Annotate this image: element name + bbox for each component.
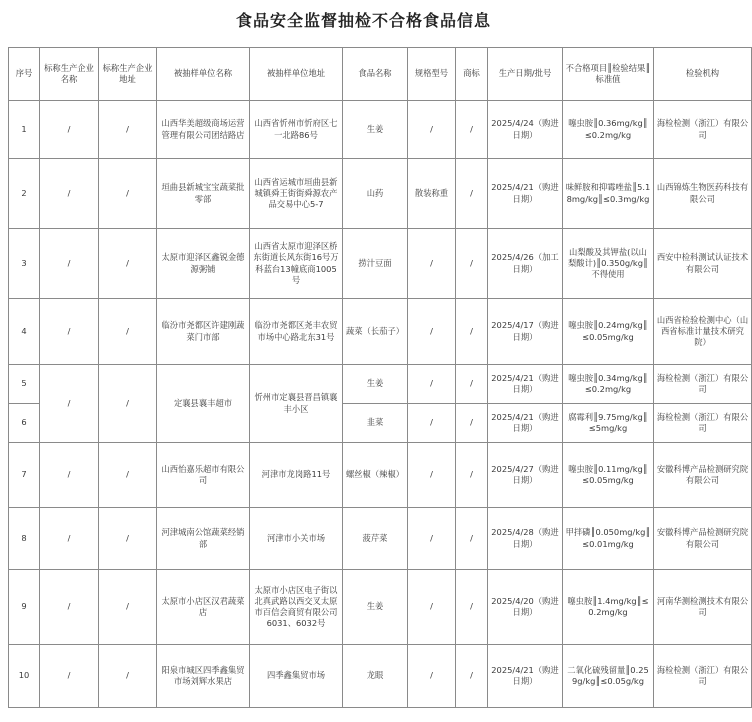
cell-lab: 西安中检科测试认证技术有限公司: [654, 229, 752, 299]
cell-date: 2025/4/21（购进日期）: [488, 404, 563, 443]
col-header: 标称生产企业名称: [40, 48, 99, 101]
cell-mfr-name: /: [40, 365, 99, 443]
cell-item: 二氧化硫残留量║0.259g/kg║≤0.05g/kg: [563, 645, 654, 708]
cell-unit-addr: 太原市小店区电子街以北真武路以西交叉太原市百信会商贸有限公司6031、6032号: [250, 570, 343, 645]
cell-unit-addr: 山西省忻州市忻府区七一北路86号: [250, 101, 343, 159]
table-row: [9, 645, 752, 708]
cell-date: 2025/4/21（购进日期）: [488, 645, 563, 708]
col-header: 检验机构: [654, 48, 752, 101]
cell-brand: /: [456, 508, 488, 570]
cell-unit-name: 山西怡嘉乐超市有限公司: [157, 443, 250, 508]
cell-unit-addr: 山西省运城市垣曲县新城镇舜王街街舜源农产品交易中心5-7: [250, 159, 343, 229]
table-row: [9, 159, 752, 229]
cell-brand: /: [456, 159, 488, 229]
cell-mfr-addr: /: [99, 101, 157, 159]
col-header: 食品名称: [343, 48, 408, 101]
col-header: 规格型号: [408, 48, 456, 101]
cell-mfr-name: /: [40, 229, 99, 299]
cell-no: 2: [9, 159, 40, 229]
cell-mfr-addr: /: [99, 645, 157, 708]
cell-no: 5: [9, 365, 40, 404]
cell-item: 味鲜胺和抑霉唑盐║5.18mg/kg║≤0.3mg/kg: [563, 159, 654, 229]
col-header: 标称生产企业地址: [99, 48, 157, 101]
cell-item: 噻虫胺║0.11mg/kg║≤0.05mg/kg: [563, 443, 654, 508]
cell-unit-name: 太原市小店区汉君蔬菜店: [157, 570, 250, 645]
cell-lab: 山西锦炼生物医药科技有限公司: [654, 159, 752, 229]
cell-food: 捞汁豆面: [343, 229, 408, 299]
cell-mfr-addr: /: [99, 443, 157, 508]
cell-food: 生姜: [343, 570, 408, 645]
cell-brand: /: [456, 570, 488, 645]
cell-date: 2025/4/26（加工日期）: [488, 229, 563, 299]
cell-item: 腐霉利║9.75mg/kg║≤5mg/kg: [563, 404, 654, 443]
cell-date: 2025/4/28（购进日期）: [488, 508, 563, 570]
table-row: [9, 508, 752, 570]
cell-spec: /: [408, 404, 456, 443]
col-header: 不合格项目║检验结果║标准值: [563, 48, 654, 101]
cell-spec: /: [408, 101, 456, 159]
cell-spec: /: [408, 443, 456, 508]
cell-unit-name: 太原市迎泽区鑫锐金德源粥铺: [157, 229, 250, 299]
cell-mfr-addr: /: [99, 229, 157, 299]
cell-date: 2025/4/20（购进日期）: [488, 570, 563, 645]
page-title: 食品安全监督抽检不合格食品信息: [235, 11, 491, 30]
cell-lab: 海检检测（浙江）有限公司: [654, 101, 752, 159]
cell-spec: /: [408, 299, 456, 365]
cell-no: 3: [9, 229, 40, 299]
cell-date: 2025/4/17（购进日期）: [488, 299, 563, 365]
cell-mfr-name: /: [40, 645, 99, 708]
cell-mfr-name: /: [40, 101, 99, 159]
cell-date: 2025/4/21（购进日期）: [488, 159, 563, 229]
data-table: [8, 47, 752, 708]
cell-food: 生姜: [343, 365, 408, 404]
cell-no: 9: [9, 570, 40, 645]
cell-mfr-addr: /: [99, 159, 157, 229]
cell-unit-addr: 忻州市定襄县晋昌镇襄丰小区: [250, 365, 343, 443]
cell-item: 甲拌磷║0.050mg/kg║≤0.01mg/kg: [563, 508, 654, 570]
cell-lab: 海检检测（浙江）有限公司: [654, 404, 752, 443]
cell-food: 山药: [343, 159, 408, 229]
cell-food: 生姜: [343, 101, 408, 159]
cell-food: 韭菜: [343, 404, 408, 443]
cell-mfr-addr: /: [99, 299, 157, 365]
col-header: 商标: [456, 48, 488, 101]
table-row: [9, 443, 752, 508]
cell-mfr-name: /: [40, 443, 99, 508]
cell-brand: /: [456, 101, 488, 159]
cell-date: 2025/4/27（购进日期）: [488, 443, 563, 508]
cell-unit-addr: 临汾市尧都区尧丰农贸市场中心路北东31号: [250, 299, 343, 365]
cell-lab: 安徽科博产品检测研究院有限公司: [654, 508, 752, 570]
cell-lab: 安徽科博产品检测研究院有限公司: [654, 443, 752, 508]
cell-no: 1: [9, 101, 40, 159]
cell-unit-addr: 河津市小关市场: [250, 508, 343, 570]
cell-unit-name: 垣曲县新城宝宝蔬菜批零部: [157, 159, 250, 229]
cell-brand: /: [456, 404, 488, 443]
cell-no: 10: [9, 645, 40, 708]
cell-lab: 海检检测（浙江）有限公司: [654, 365, 752, 404]
cell-unit-addr: 四季鑫集贸市场: [250, 645, 343, 708]
col-header: 被抽样单位名称: [157, 48, 250, 101]
cell-spec: /: [408, 508, 456, 570]
cell-mfr-name: /: [40, 508, 99, 570]
cell-unit-name: 阳泉市城区四季鑫集贸市场刘辉水果店: [157, 645, 250, 708]
cell-mfr-addr: /: [99, 570, 157, 645]
cell-mfr-name: /: [40, 299, 99, 365]
cell-no: 6: [9, 404, 40, 443]
cell-mfr-addr: /: [99, 508, 157, 570]
cell-food: 螺丝椒（辣椒）: [343, 443, 408, 508]
col-header: 序号: [9, 48, 40, 101]
cell-unit-name: 定襄县襄丰超市: [157, 365, 250, 443]
cell-mfr-addr: /: [99, 365, 157, 443]
cell-item: 噻虫胺║1.4mg/kg║≤0.2mg/kg: [563, 570, 654, 645]
table-row: [9, 570, 752, 645]
cell-food: 菠芹菜: [343, 508, 408, 570]
cell-item: 噻虫胺║0.34mg/kg║≤0.2mg/kg: [563, 365, 654, 404]
cell-spec: /: [408, 645, 456, 708]
cell-lab: 海检检测（浙江）有限公司: [654, 645, 752, 708]
cell-spec: /: [408, 365, 456, 404]
cell-date: 2025/4/24（购进日期）: [488, 101, 563, 159]
cell-unit-name: 临汾市尧都区许建刚蔬菜门市部: [157, 299, 250, 365]
cell-mfr-name: /: [40, 159, 99, 229]
cell-spec: /: [408, 229, 456, 299]
cell-item: 山梨酸及其钾盐(以山梨酸计)║0.350g/kg║不得使用: [563, 229, 654, 299]
col-header: 被抽样单位地址: [250, 48, 343, 101]
cell-spec: 散装称重: [408, 159, 456, 229]
cell-brand: /: [456, 229, 488, 299]
cell-food: 蔬菜（长茄子）: [343, 299, 408, 365]
cell-item: 噻虫胺║0.24mg/kg║≤0.05mg/kg: [563, 299, 654, 365]
cell-brand: /: [456, 645, 488, 708]
cell-spec: /: [408, 570, 456, 645]
cell-brand: /: [456, 443, 488, 508]
cell-food: 龙眼: [343, 645, 408, 708]
table-row: [9, 101, 752, 159]
table-header-row: [9, 48, 752, 101]
cell-unit-addr: 河津市龙岗路11号: [250, 443, 343, 508]
cell-unit-name: 山西华美超级商场运营管理有限公司团结路店: [157, 101, 250, 159]
cell-no: 8: [9, 508, 40, 570]
table-row: [9, 365, 752, 404]
cell-date: 2025/4/21（购进日期）: [488, 365, 563, 404]
table-row: [9, 299, 752, 365]
cell-unit-addr: 山西省太原市迎泽区桥东街道长风东街16号万科蓝台13幢底商1005号: [250, 229, 343, 299]
table-row: [9, 229, 752, 299]
cell-brand: /: [456, 365, 488, 404]
cell-lab: 河南华测检测技术有限公司: [654, 570, 752, 645]
cell-mfr-name: /: [40, 570, 99, 645]
cell-lab: 山西省检验检测中心（山西省标准计量技术研究院）: [654, 299, 752, 365]
cell-unit-name: 河津城南公馆蔬菜经销部: [157, 508, 250, 570]
cell-no: 7: [9, 443, 40, 508]
cell-no: 4: [9, 299, 40, 365]
cell-item: 噻虫胺║0.36mg/kg║≤0.2mg/kg: [563, 101, 654, 159]
col-header: 生产日期/批号: [488, 48, 563, 101]
cell-brand: /: [456, 299, 488, 365]
